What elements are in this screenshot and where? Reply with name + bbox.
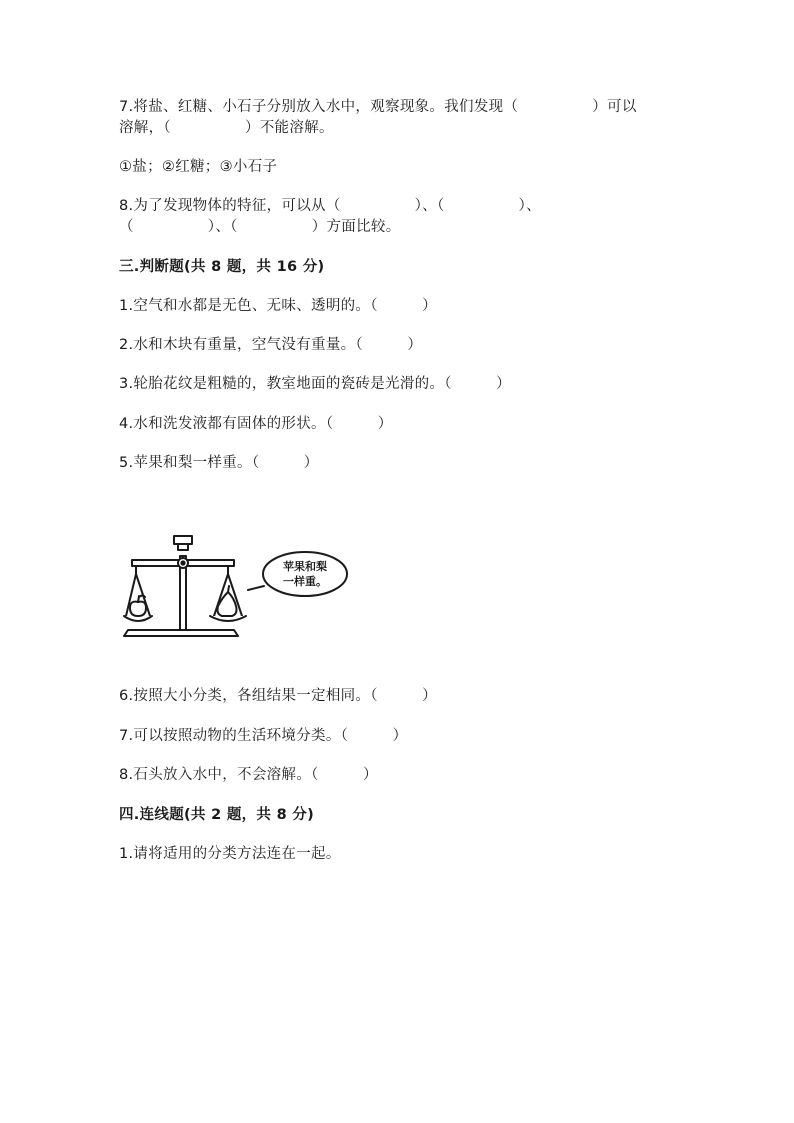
judge-item-8: 8.石头放入水中，不会溶解。（ ）	[119, 767, 378, 783]
judge-item-4: 4.水和洗发液都有固体的形状。（ ）	[119, 416, 393, 432]
question-8-line1: 8.为了发现物体的特征，可以从（ ）、（ ）、	[119, 198, 541, 214]
speech-bubble-line2: 一样重。	[283, 575, 327, 588]
question-7-line2: 溶解，（ ）不能溶解。	[119, 120, 334, 136]
balance-scale-illustration	[118, 530, 350, 642]
section-4-title: 四.连线题(共 2 题，共 8 分)	[119, 807, 315, 823]
judge-item-5: 5.苹果和梨一样重。（ ）	[119, 455, 319, 471]
section-3-title: 三.判断题(共 8 题，共 16 分)	[119, 259, 325, 275]
question-8-line2: （ ）、（ ）方面比较。	[119, 219, 401, 235]
judge-item-3: 3.轮胎花纹是粗糙的，教室地面的瓷砖是光滑的。（ ）	[119, 376, 511, 392]
balance-scale-icon	[118, 530, 350, 642]
speech-bubble-line1: 苹果和梨	[283, 560, 327, 573]
question-7-line1: 7.将盐、红糖、小石子分别放入水中，观察现象。我们发现（ ）可以	[119, 99, 637, 115]
question-7-options: ①盐；②红糖；③小石子	[119, 159, 278, 175]
judge-item-2: 2.水和木块有重量，空气没有重量。（ ）	[119, 337, 423, 353]
judge-item-1: 1.空气和水都是无色、无味、透明的。（ ）	[119, 298, 437, 314]
judge-item-6: 6.按照大小分类，各组结果一定相同。（ ）	[119, 688, 437, 704]
judge-item-7: 7.可以按照动物的生活环境分类。（ ）	[119, 728, 408, 744]
match-item-1: 1.请将适用的分类方法连在一起。	[119, 846, 341, 862]
